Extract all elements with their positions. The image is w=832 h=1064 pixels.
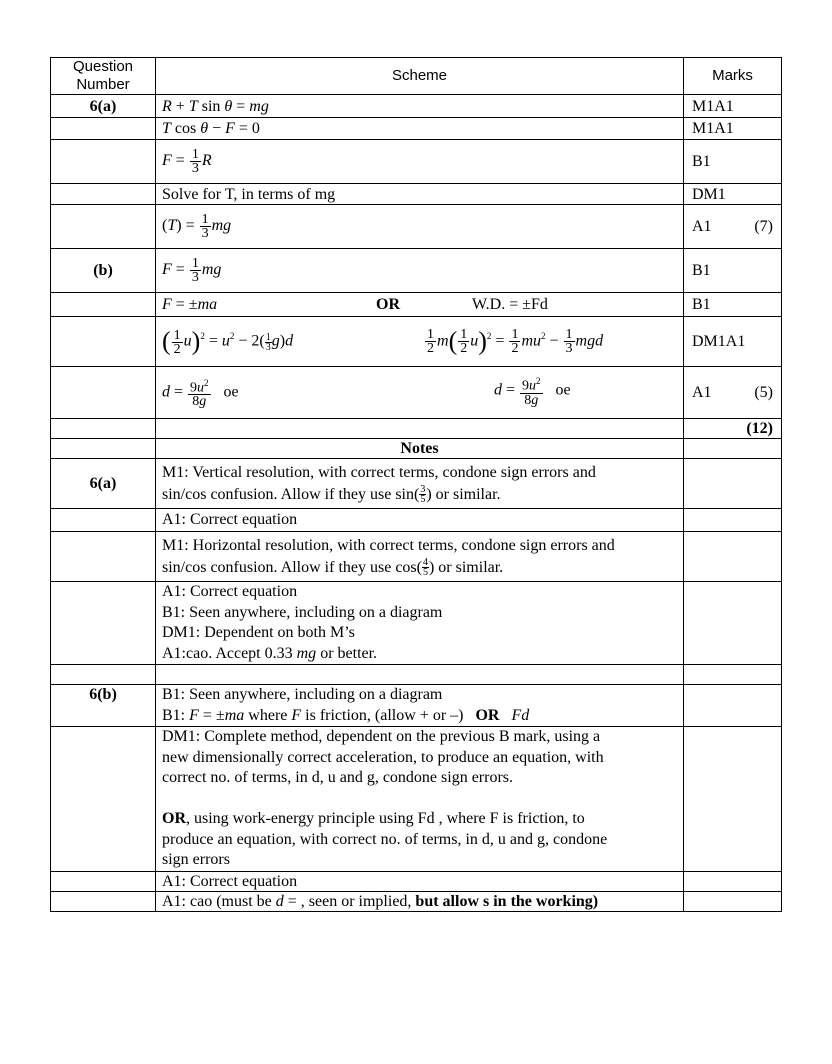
- work-done-label: W.D. = ±Fd: [472, 296, 548, 313]
- scheme-solve-text: Solve for T, in terms of mg: [156, 184, 684, 205]
- total-marks: (12): [684, 419, 782, 439]
- table-row: [51, 685, 782, 727]
- question-6a: 6(a): [51, 95, 156, 118]
- table-row: [51, 419, 782, 439]
- scheme-eq-friction: F = $\frac{1}{3}$ R: [156, 140, 684, 184]
- notes-title: Notes: [156, 439, 684, 459]
- scheme-eq-distance: d = $\frac{9u^2}{8g}$ oe d = $\frac{9u^2}{8g}$ oe: [156, 367, 684, 419]
- note-a3: M1: Horizontal resolution, with correct terms, condone sign errors and sin/cos confusion. Allow if they use cos( $\frac{4}{5}$ ) or similar.: [156, 532, 684, 582]
- notes-question-6a: 6(a): [51, 459, 156, 509]
- table-row: [51, 367, 782, 419]
- mark-cell: B1: [684, 293, 782, 317]
- table-row: [51, 459, 782, 509]
- table-row: [51, 317, 782, 367]
- header-question-number: Question Number: [51, 58, 156, 95]
- scheme-eq-horizontal: T cos θ − F = 0: [156, 118, 684, 140]
- table-row: [51, 205, 782, 249]
- scheme-eq-friction-b: F = $\frac{1}{3}$ mg: [156, 249, 684, 293]
- mark-scheme: [50, 57, 781, 912]
- table-row: [51, 293, 782, 317]
- header-marks: Marks: [684, 58, 782, 95]
- table-row: [51, 665, 782, 685]
- table-row: [51, 184, 782, 205]
- table-row: [51, 509, 782, 532]
- table-row: [51, 532, 782, 582]
- mark-cell: B1: [684, 249, 782, 293]
- or-label: OR: [376, 296, 400, 313]
- note-b3-b4: DM1: Complete method, dependent on the previous B mark, using a new dimensionally correct acceleration, to produce an equation, with correct no. of terms, in d, u and g, condone sign errors. OR, using work-energy principle using Fd , where F is friction, to produce an equation, with correct no. of terms, in d, u and g, condone sign errors: [156, 727, 684, 872]
- note-b6: A1: cao (must be d = , seen or implied, but allow s in the working): [156, 891, 684, 911]
- scheme-eq-suvat: ( $\frac{1}{2}$ $u)^2 = u^2 - 2$( $\frac{1}{3}$ g)d $\frac{1}{2}$ m( $\frac{1}{2}$ u)$^2$ = $\frac{1}{2}$ $mu^2$ − $\frac{1}{3}$ mgd: [156, 317, 684, 367]
- table-row: [51, 871, 782, 891]
- note-a2: A1: Correct equation: [156, 509, 684, 532]
- mark-cell: B1: [684, 140, 782, 184]
- scheme-eq-vertical: R + T sin θ = mg: [156, 95, 684, 118]
- table-row: [51, 727, 782, 872]
- mark-cell: DM1A1: [684, 317, 782, 367]
- table-row: [51, 582, 782, 665]
- mark-cell: DM1: [684, 184, 782, 205]
- table-row: [51, 891, 782, 911]
- mark-cell: A1 (5): [684, 367, 782, 419]
- note-a4-a7: A1: Correct equation B1: Seen anywhere, including on a diagram DM1: Dependent on both M’s A1:cao. Accept 0.33 mg or better.: [156, 582, 684, 665]
- mark-scheme-table: [50, 57, 782, 912]
- question-6b: (b): [51, 249, 156, 293]
- note-a1: M1: Vertical resolution, with correct terms, condone sign errors and sin/cos confusion. Allow if they use sin( $\frac{3}{5}$ ) or similar.: [156, 459, 684, 509]
- table-row: [51, 249, 782, 293]
- mark-cell: M1A1: [684, 118, 782, 140]
- scheme-eq-energy: $\frac{1}{2}$ m( $\frac{1}{2}$ u)$^2$ = $\frac{1}{2}$ $mu^2$ − $\frac{1}{3}$ mgd: [427, 326, 604, 357]
- scheme-eq-tension: (T) = $\frac{1}{3}$ mg: [156, 205, 684, 249]
- mark-cell: M1A1: [684, 95, 782, 118]
- note-b5: A1: Correct equation: [156, 871, 684, 891]
- header-scheme: Scheme: [156, 58, 684, 95]
- mark-cell: A1 (7): [684, 205, 782, 249]
- scheme-eq-newton: F = ±ma OR W.D. = ±Fd: [156, 293, 684, 317]
- table-row: [51, 95, 782, 118]
- notes-question-6b: 6(b): [51, 685, 156, 727]
- table-header: [51, 58, 782, 95]
- table-row: [51, 118, 782, 140]
- notes-header-row: [51, 439, 782, 459]
- table-row: [51, 140, 782, 184]
- note-b1-b2: B1: Seen anywhere, including on a diagram B1: F = ±ma where F is friction, (allow + or –) OR Fd: [156, 685, 684, 727]
